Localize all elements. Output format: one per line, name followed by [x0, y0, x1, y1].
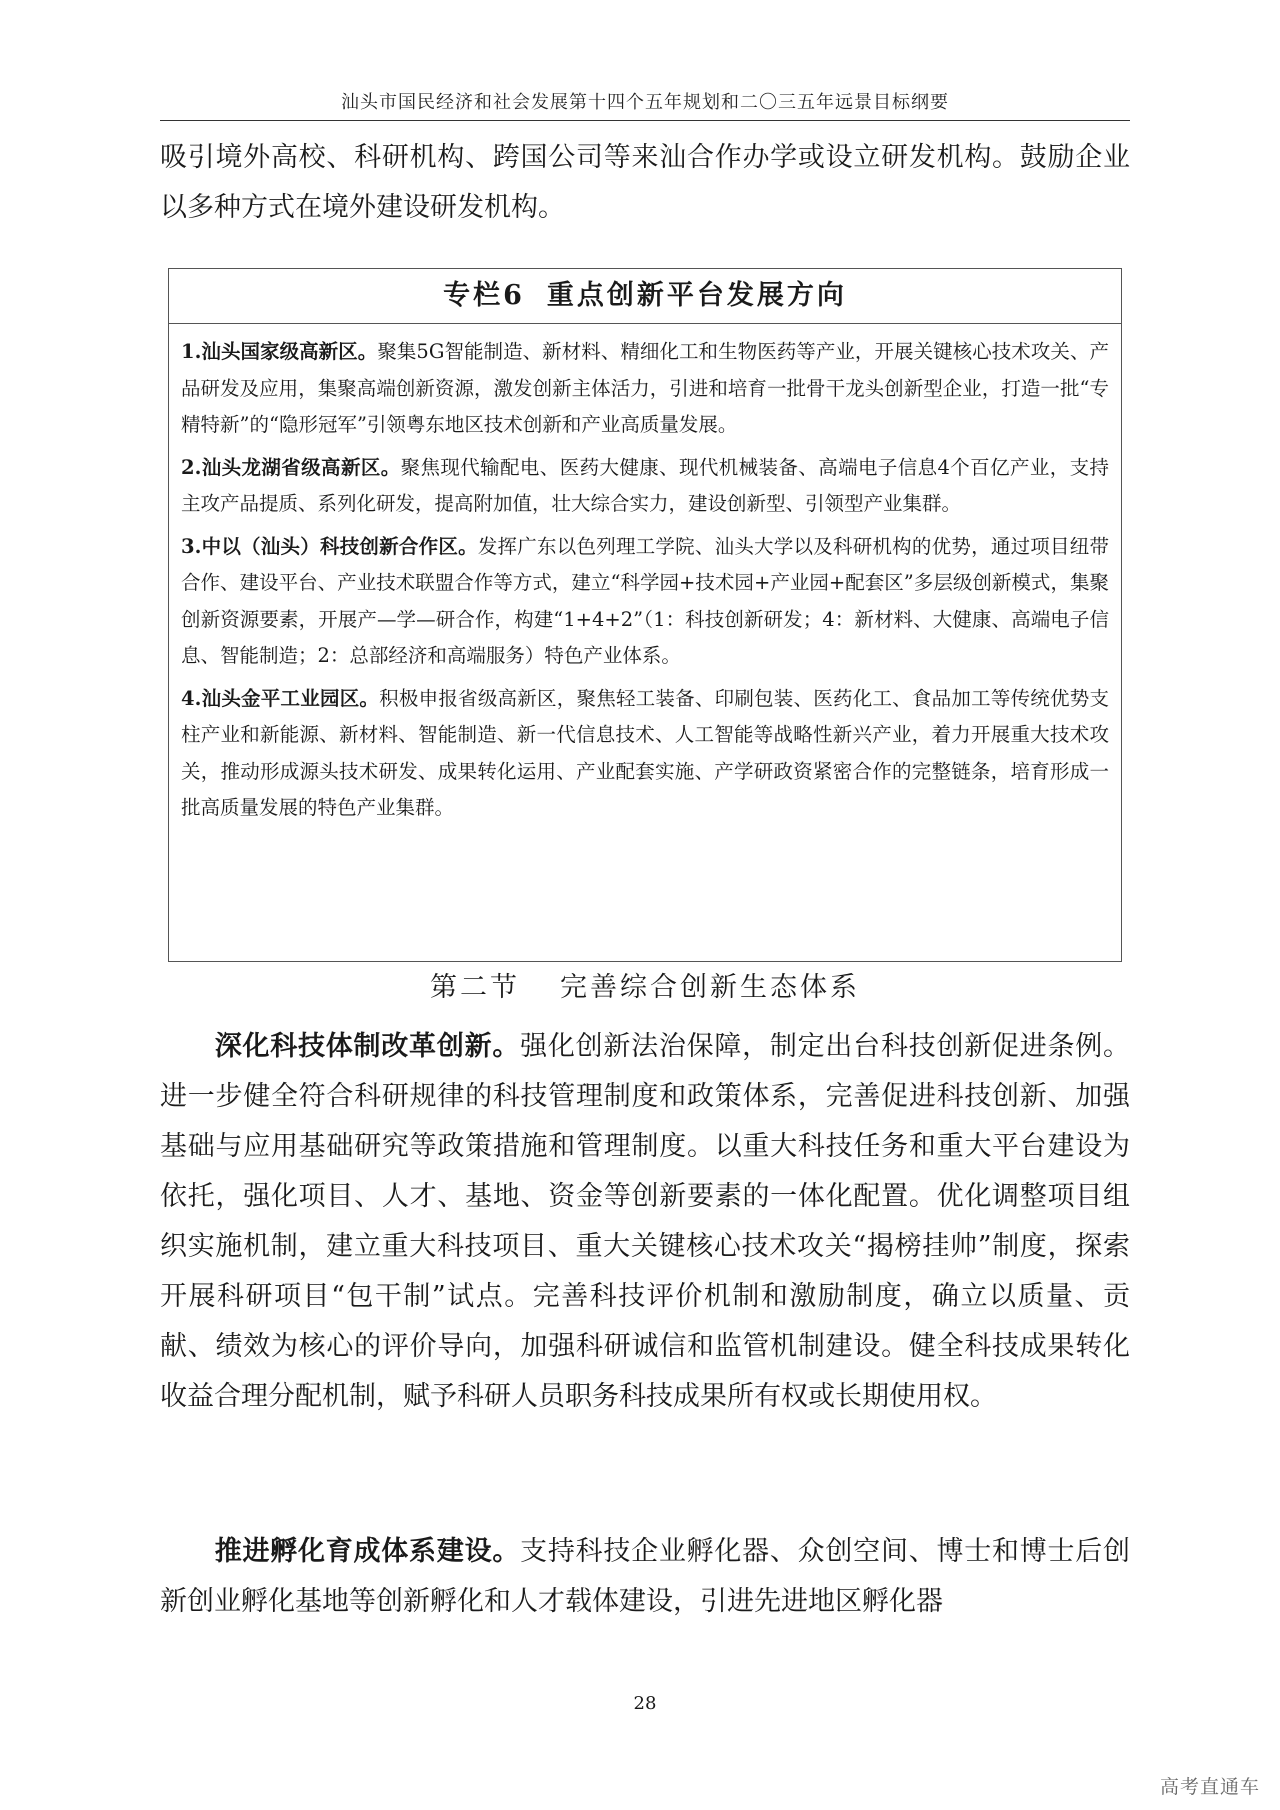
feature-box [168, 268, 1122, 962]
item-lead: 2.汕头龙湖省级高新区。 [181, 455, 401, 479]
section-title-text: 完善综合创新生态体系 [560, 972, 860, 1003]
box-body [169, 324, 1121, 827]
item-lead: 1.汕头国家级高新区。 [181, 340, 378, 363]
section-number: 第二节 [430, 972, 520, 1003]
item-text: 聚集5G智能制造、新材料、精细化工和生物医药等产业，开展关键核心技术攻关、产品研发及应用，集聚高端创新资源，激发创新主体活力，引进和培育一批骨干龙头创新型企业，打造一批“专精特新”的“隐形冠军”引领粤东地区技术创新和产业高质量发展。 [181, 340, 1109, 436]
box-number: 专栏6 [443, 280, 525, 311]
section-heading [160, 968, 1130, 1008]
box-title-text: 重点创新平台发展方向 [546, 280, 847, 311]
running-header: 汕头市国民经济和社会发展第十四个五年规划和二〇三五年远景目标纲要 [341, 92, 949, 113]
paragraph-lead: 深化科技体制改革创新。 [214, 1031, 521, 1062]
box-title [169, 269, 1121, 324]
list-item [181, 450, 1109, 523]
watermark-text: 高考直通车 [1159, 1776, 1260, 1798]
paragraph-lead: 推进孵化育成体系建设。 [214, 1536, 521, 1567]
page-number: 28 [633, 1693, 657, 1714]
item-lead: 4.汕头金平工业园区。 [181, 686, 380, 710]
item-text: 聚焦现代输配电、医药大健康、现代机械装备、高端电子信息4个百亿产业，支持主攻产品提质、系列化研发，提高附加值，壮大综合实力，建设创新型、引领型产业集群。 [181, 455, 1109, 515]
body-paragraph [160, 1022, 1130, 1422]
paragraph-text: 强化创新法治保障，制定出台科技创新促进条例。进一步健全符合科研规律的科技管理制度和政策体系，完善促进科技创新、加强基础与应用基础研究等政策措施和管理制度。以重大科技任务和重大平台建设为依托，强化项目、人才、基地、资金等创新要素的一体化配置。优化调整项目组织实施机制，建立重大科技项目、重大关键核心技术攻关“揭榜挂帅”制度，探索开展科研项目“包干制”试点。完善科技评价机制和激励制度，确立以质量、贡献、绩效为核心的评价导向，加强科研诚信和监管机制建设。健全科技成果转化收益合理分配机制，赋予科研人员职务科技成果所有权或长期使用权。 [160, 1031, 1131, 1412]
intro-paragraph: 吸引境外高校、科研机构、跨国公司等来汕合作办学或设立研发机构。鼓励企业以多种方式在境外建设研发机构。 [160, 142, 1130, 223]
list-item [181, 681, 1109, 827]
item-lead: 3.中以（汕头）科技创新合作区。 [181, 534, 478, 558]
body-paragraph [160, 1527, 1130, 1627]
list-item [181, 334, 1109, 444]
item-text: 发挥广东以色列理工学院、汕头大学以及科研机构的优势，通过项目纽带合作、建设平台、产业技术联盟合作等方式，建立“科学园+技术园+产业园+配套区”多层级创新模式，集聚创新资源要素，开展产—学—研合作，构建“1+4+2”（1：科技创新研发；4：新材料、大健康、高端电子信息、智能制造；2：总部经济和高端服务）特色产业体系。 [181, 534, 1109, 667]
list-item [181, 529, 1109, 675]
paragraph-text: 支持科技企业孵化器、众创空间、博士和博士后创新创业孵化基地等创新孵化和人才载体建设，引进先进地区孵化器 [160, 1536, 1131, 1617]
item-text: 积极申报省级高新区，聚焦轻工装备、印刷包装、医药化工、食品加工等传统优势支柱产业和新能源、新材料、智能制造、新一代信息技术、人工智能等战略性新兴产业，着力开展重大技术攻关，推动形成源头技术研发、成果转化运用、产业配套实施、产学研政资紧密合作的完整链条，培育形成一批高质量发展的特色产业集群。 [181, 686, 1109, 819]
header-divider [160, 120, 1130, 121]
